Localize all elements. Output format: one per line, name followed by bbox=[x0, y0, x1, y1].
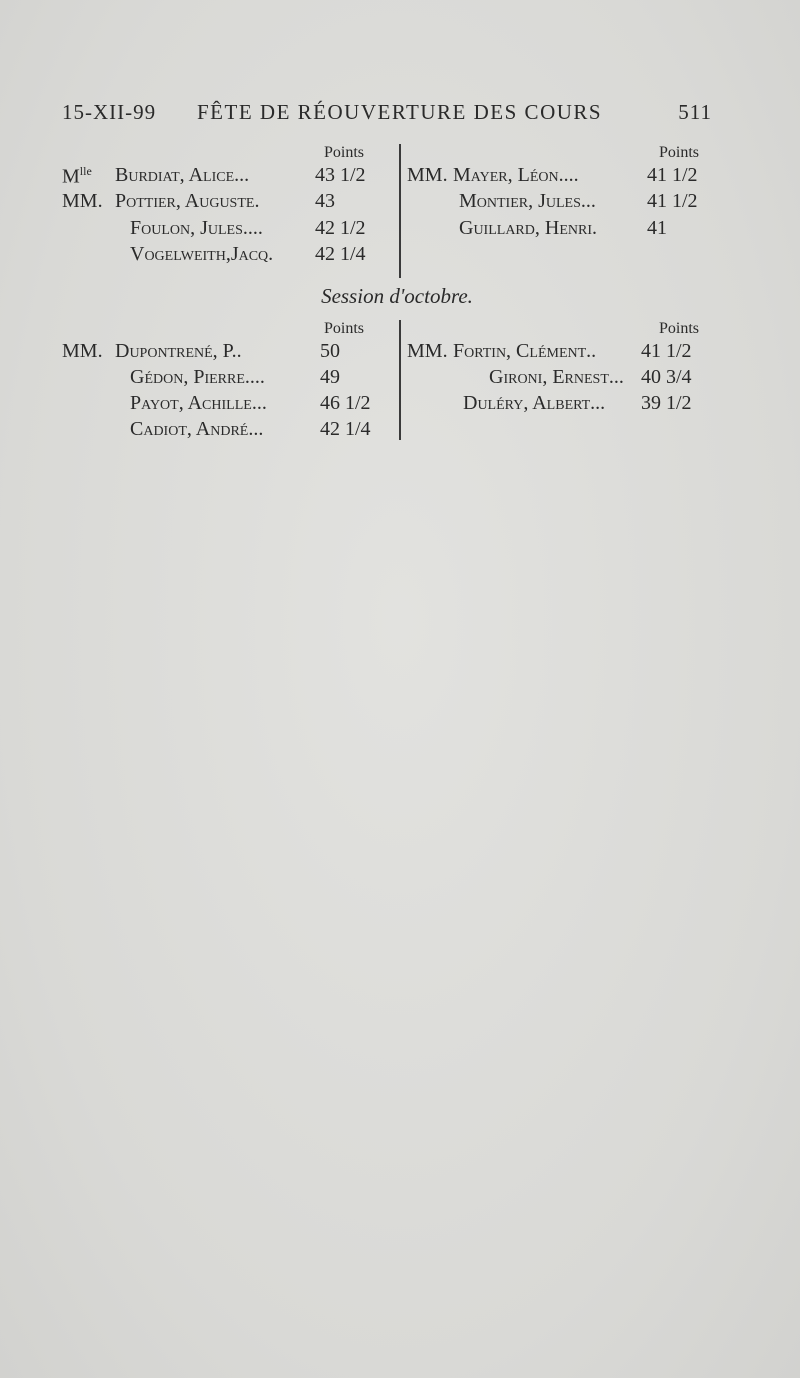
candidate-name: Dupontrené, P.. bbox=[115, 340, 242, 362]
candidate-points: 42 1/2 bbox=[315, 217, 366, 239]
candidate-points: 43 bbox=[315, 190, 335, 212]
session-heading: Session d'octobre. bbox=[321, 284, 473, 308]
candidate-name: Pottier, Auguste. bbox=[115, 190, 260, 212]
candidate-points: 41 1/2 bbox=[647, 164, 698, 186]
header-date: 15-XII-99 bbox=[62, 100, 157, 124]
points-header: Points bbox=[659, 144, 700, 161]
candidate-name: Montier, Jules... bbox=[459, 190, 596, 212]
points-header: Points bbox=[324, 144, 365, 161]
candidate-points: 43 1/2 bbox=[315, 164, 366, 186]
candidate-name: Guillard, Henri. bbox=[459, 217, 597, 239]
candidate-title: $M^{lle}$ bbox=[62, 164, 92, 188]
candidate-name: Gédon, Pierre.... bbox=[130, 366, 265, 388]
page-number: 511 bbox=[678, 100, 712, 124]
points-header: Points bbox=[659, 320, 700, 337]
candidate-points: 49 bbox=[320, 366, 340, 388]
candidate-points: 50 bbox=[320, 340, 340, 362]
candidate-title: MM. bbox=[407, 340, 448, 362]
candidate-points: 41 1/2 bbox=[641, 340, 692, 362]
candidate-name: Fortin, Clément.. bbox=[453, 340, 597, 362]
candidate-name: Burdiat, Alice... bbox=[115, 164, 250, 186]
candidate-name: Cadiot, André... bbox=[130, 418, 264, 440]
results-table-2 bbox=[62, 316, 732, 446]
candidate-name: Gironi, Ernest... bbox=[489, 366, 624, 388]
candidate-points: 41 bbox=[647, 217, 667, 239]
candidate-name: Foulon, Jules.... bbox=[130, 217, 263, 239]
candidate-title: MM. bbox=[407, 164, 448, 186]
candidate-points: 39 1/2 bbox=[641, 392, 692, 414]
candidate-title: MM. bbox=[62, 340, 103, 362]
header-title: FÊTE DE RÉOUVERTURE DES COURS bbox=[197, 100, 603, 124]
candidate-points: 42 1/4 bbox=[315, 243, 366, 265]
running-header bbox=[62, 100, 712, 130]
column-divider bbox=[399, 320, 401, 440]
candidate-name: Mayer, Léon.... bbox=[453, 164, 579, 186]
candidate-points: 40 3/4 bbox=[641, 366, 692, 388]
candidate-name: Duléry, Albert... bbox=[463, 392, 606, 414]
candidate-name: Payot, Achille... bbox=[130, 392, 267, 414]
points-header: Points bbox=[324, 320, 365, 337]
results-table-1 bbox=[62, 140, 732, 290]
candidate-title: MM. bbox=[62, 190, 103, 212]
candidate-points: 46 1/2 bbox=[320, 392, 371, 414]
column-divider bbox=[399, 144, 401, 278]
candidate-points: 42 1/4 bbox=[320, 418, 371, 440]
candidate-name: Vogelweith,Jacq. bbox=[130, 243, 274, 265]
candidate-points: 41 1/2 bbox=[647, 190, 698, 212]
